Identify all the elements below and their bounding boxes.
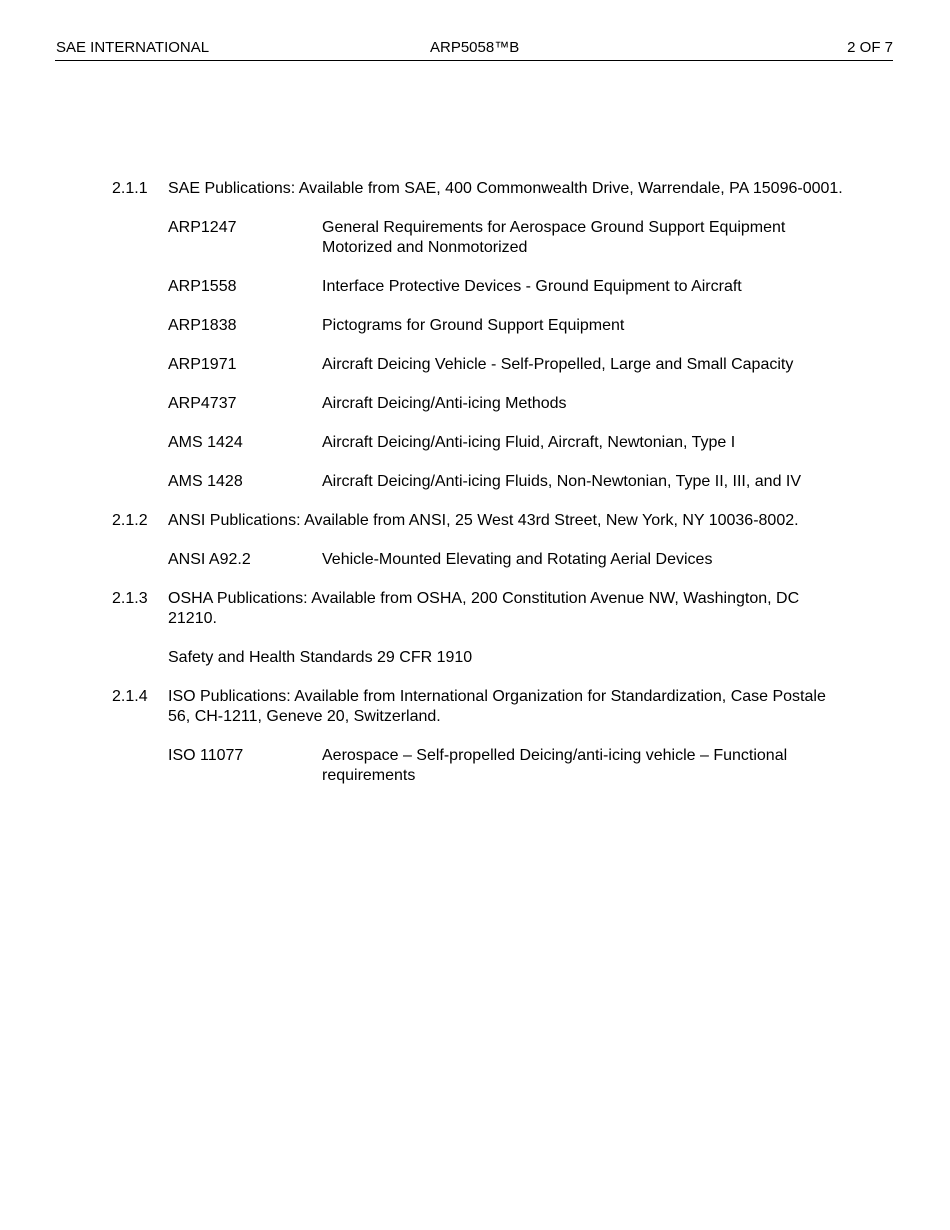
header-document-id: ARP5058™B — [430, 39, 520, 56]
reference-item — [168, 472, 852, 492]
reference-code: ARP4737 — [168, 395, 237, 412]
header-page-number: 2 OF 7 — [847, 39, 893, 56]
section-title: OSHA Publications: Available from OSHA, 200 Constitution Avenue NW, Washington, DC 21210. — [168, 590, 800, 627]
reference-code: ARP1247 — [168, 219, 237, 236]
section-number: 2.1.1 — [112, 180, 148, 197]
section-2-1-3 — [112, 589, 852, 668]
reference-code: ANSI A92.2 — [168, 551, 251, 568]
reference-code: ARP1838 — [168, 317, 237, 334]
reference-list — [112, 550, 852, 570]
reference-item — [168, 218, 852, 258]
reference-code: ARP1558 — [168, 278, 237, 295]
reference-description: Aircraft Deicing/Anti-icing Methods — [322, 395, 567, 412]
reference-code: ARP1971 — [168, 356, 237, 373]
reference-description: Vehicle-Mounted Elevating and Rotating Aerial Devices — [322, 551, 713, 568]
header-organization: SAE INTERNATIONAL — [56, 39, 210, 56]
section-title: ANSI Publications: Available from ANSI, 25 West 43rd Street, New York, NY 10036-8002. — [168, 512, 799, 529]
section-2-1-2 — [112, 511, 852, 570]
reference-description: Aircraft Deicing/Anti-icing Fluid, Aircraft, Newtonian, Type I — [322, 434, 736, 451]
reference-description: Aircraft Deicing Vehicle - Self-Propelled, Large and Small Capacity — [322, 356, 794, 373]
section-title: ISO Publications: Available from International Organization for Standardization, Case Postale 56, CH-1211, Geneve 20, Switzerland. — [168, 688, 826, 725]
section-number: 2.1.2 — [112, 512, 148, 529]
section-title: SAE Publications: Available from SAE, 400 Commonwealth Drive, Warrendale, PA 15096-0001. — [168, 180, 843, 197]
reference-item — [168, 550, 852, 570]
reference-item — [168, 277, 852, 297]
reference-code: AMS 1428 — [168, 473, 243, 490]
reference-item — [168, 394, 852, 414]
reference-list — [112, 218, 852, 492]
section-2-1-4 — [112, 687, 852, 786]
reference-code: AMS 1424 — [168, 434, 243, 451]
reference-item — [168, 316, 852, 336]
reference-description: Pictograms for Ground Support Equipment — [322, 317, 625, 334]
reference-item — [168, 355, 852, 375]
reference-description: General Requirements for Aerospace Ground Support Equipment Motorized and Nonmotorized — [322, 219, 786, 256]
document-body — [112, 179, 852, 805]
reference-item — [168, 746, 852, 786]
page-header — [55, 38, 893, 61]
reference-description: Aircraft Deicing/Anti-icing Fluids, Non-Newtonian, Type II, III, and IV — [322, 473, 802, 490]
section-number: 2.1.4 — [112, 688, 148, 705]
section-2-1-1 — [112, 179, 852, 492]
reference-description: Aerospace – Self-propelled Deicing/anti-icing vehicle – Functional requirements — [322, 747, 788, 784]
reference-description: Interface Protective Devices - Ground Equipment to Aircraft — [322, 278, 742, 295]
reference-item — [168, 433, 852, 453]
reference-code: ISO 11077 — [168, 747, 244, 764]
standard-reference: Safety and Health Standards 29 CFR 1910 — [168, 649, 473, 666]
section-number: 2.1.3 — [112, 590, 148, 607]
reference-list — [112, 746, 852, 786]
